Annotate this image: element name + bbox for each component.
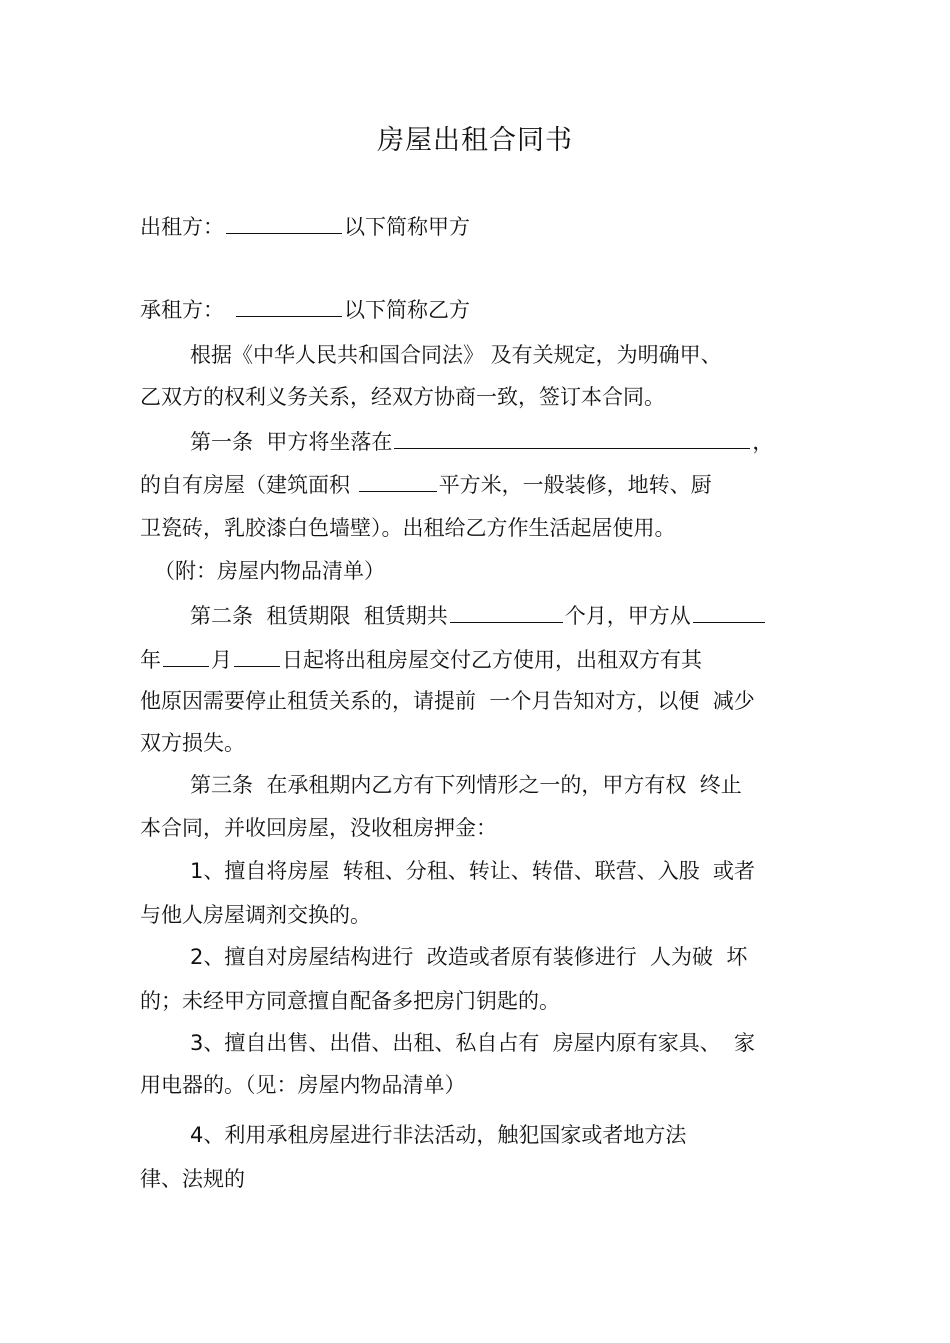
article2-text-a: 第二条 租赁期限 租赁期共	[190, 604, 448, 628]
article2-text-c: 日起将出租房屋交付乙方使用，出租双方有其	[282, 648, 702, 672]
lessor-blank	[226, 211, 342, 234]
lessor-label: 出租方：	[140, 215, 224, 239]
article3-item2-line-1: 2、擅自对房屋结构进行 改造或者原有装修进行 人为破 坏	[190, 945, 748, 969]
article3-item3-line-2: 用电器的。（见：房屋内物品清单）	[140, 1073, 466, 1097]
lessee-label: 承租方：	[140, 298, 224, 322]
article2-year-label: 年	[140, 648, 161, 672]
article3-item4-line-2: 律、法规的	[140, 1167, 245, 1191]
article3-item1-line-2: 与他人房屋调剂交换的。	[140, 903, 371, 927]
article1-line-1	[190, 426, 773, 457]
year-blank	[693, 600, 765, 623]
location-blank	[394, 426, 750, 449]
lessor-line	[140, 211, 470, 242]
article1-text-c: 的自有房屋（建筑面积	[140, 473, 357, 497]
article3-line-1: 第三条 在承租期内乙方有下列情形之一的，甲方有权 终止	[190, 773, 742, 797]
article2-line-1	[190, 600, 767, 631]
article3-item2-line-2: 的；未经甲方同意擅自配备多把房门钥匙的。	[140, 989, 560, 1013]
lessee-line	[140, 294, 470, 325]
article2-text-b: 个月，甲方从	[564, 604, 691, 628]
preamble-line-2: 乙双方的权利义务关系，经双方协商一致，签订本合同。	[140, 385, 665, 409]
article2-line-2	[140, 644, 702, 675]
area-blank	[359, 469, 437, 492]
month-blank	[163, 644, 209, 667]
document-title: 房屋出租合同书	[377, 125, 573, 156]
article1-text-d: 平方米，一般装修，地转、厨	[438, 473, 712, 497]
lessor-suffix: 以下简称甲方	[344, 215, 470, 239]
article1-note: （附：房屋内物品清单）	[154, 559, 385, 583]
preamble-line-1: 根据《中华人民共和国合同法》 及有关规定，为明确甲、	[190, 343, 722, 367]
article2-month-label: 月	[211, 648, 232, 672]
article3-line-2: 本合同，并收回房屋，没收租房押金：	[140, 816, 497, 840]
article1-text-a: 第一条 甲方将坐落在	[190, 430, 393, 454]
article1-line-2	[140, 469, 712, 500]
lessee-suffix: 以下简称乙方	[344, 298, 470, 322]
article2-line-3: 他原因需要停止租赁关系的，请提前 一个月告知对方，以便 减少	[140, 689, 755, 713]
day-blank	[234, 644, 280, 667]
article1-text-b: ，	[752, 430, 774, 454]
article1-line-3: 卫瓷砖，乳胶漆白色墙壁）。出租给乙方作生活起居使用。	[140, 516, 676, 540]
lessee-blank	[236, 294, 342, 317]
months-blank	[450, 600, 563, 623]
article3-item1-line-1: 1、擅自将房屋 转租、分租、转让、转借、联营、入股 或者	[190, 859, 756, 883]
article3-item3-line-1: 3、擅自出售、出借、出租、私自占有 房屋内原有家具、 家	[190, 1031, 756, 1055]
article2-line-4: 双方损失。	[140, 731, 245, 755]
article3-item4-line-1: 4、利用承租房屋进行非法活动，触犯国家或者地方法	[190, 1123, 687, 1147]
